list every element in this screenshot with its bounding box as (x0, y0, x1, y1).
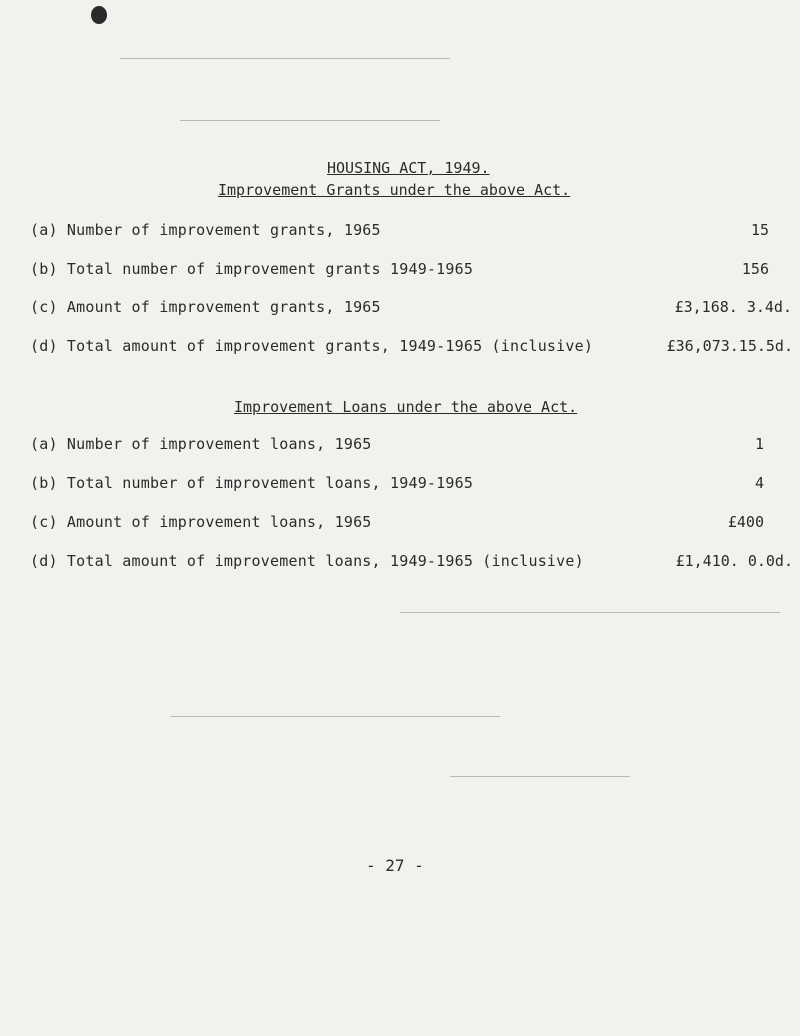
loans-row (0, 552, 800, 572)
loans-row-value: £1,410. 0.0d. (675, 552, 793, 570)
loans-row (0, 435, 800, 455)
grants-row-label: (b) Total number of improvement grants 1949-1965 (30, 260, 474, 278)
grants-row-label: (c) Amount of improvement grants, 1965 (30, 298, 381, 316)
loans-row-value: £400 (727, 513, 764, 531)
document-title: HOUSING ACT, 1949. (327, 159, 490, 177)
scan-artifact-line (450, 776, 630, 777)
loans-heading: Improvement Loans under the above Act. (234, 398, 578, 416)
loans-row-value: 1 (754, 435, 764, 453)
scan-artifact-line (400, 612, 780, 613)
grants-row (0, 221, 800, 241)
grants-row-label: (d) Total amount of improvement grants, 1949-1965 (inclusive) (30, 337, 594, 355)
loans-row-label: (c) Amount of improvement loans, 1965 (30, 513, 372, 531)
loans-row-label: (a) Number of improvement loans, 1965 (30, 435, 372, 453)
grants-row-value: £3,168. 3.4d. (674, 298, 792, 316)
grants-row-value: £36,073.15.5d. (666, 337, 793, 355)
grants-heading: Improvement Grants under the above Act. (218, 181, 571, 199)
scan-artifact-line (170, 716, 500, 717)
scan-artifact-line (120, 58, 450, 59)
grants-row-value: 15 (750, 221, 769, 239)
loans-row-label: (b) Total number of improvement loans, 1949-1965 (30, 474, 474, 492)
ink-smudge (91, 6, 107, 24)
loans-row (0, 474, 800, 494)
grants-row-value: 156 (741, 260, 769, 278)
grants-row-label: (a) Number of improvement grants, 1965 (30, 221, 381, 239)
grants-row (0, 260, 800, 280)
loans-row (0, 513, 800, 533)
loans-row-label: (d) Total amount of improvement loans, 1949-1965 (inclusive) (30, 552, 584, 570)
grants-row (0, 298, 800, 318)
page-number: - 27 - (366, 856, 424, 875)
scan-artifact-line (180, 120, 440, 121)
grants-row (0, 337, 800, 357)
loans-row-value: 4 (754, 474, 764, 492)
